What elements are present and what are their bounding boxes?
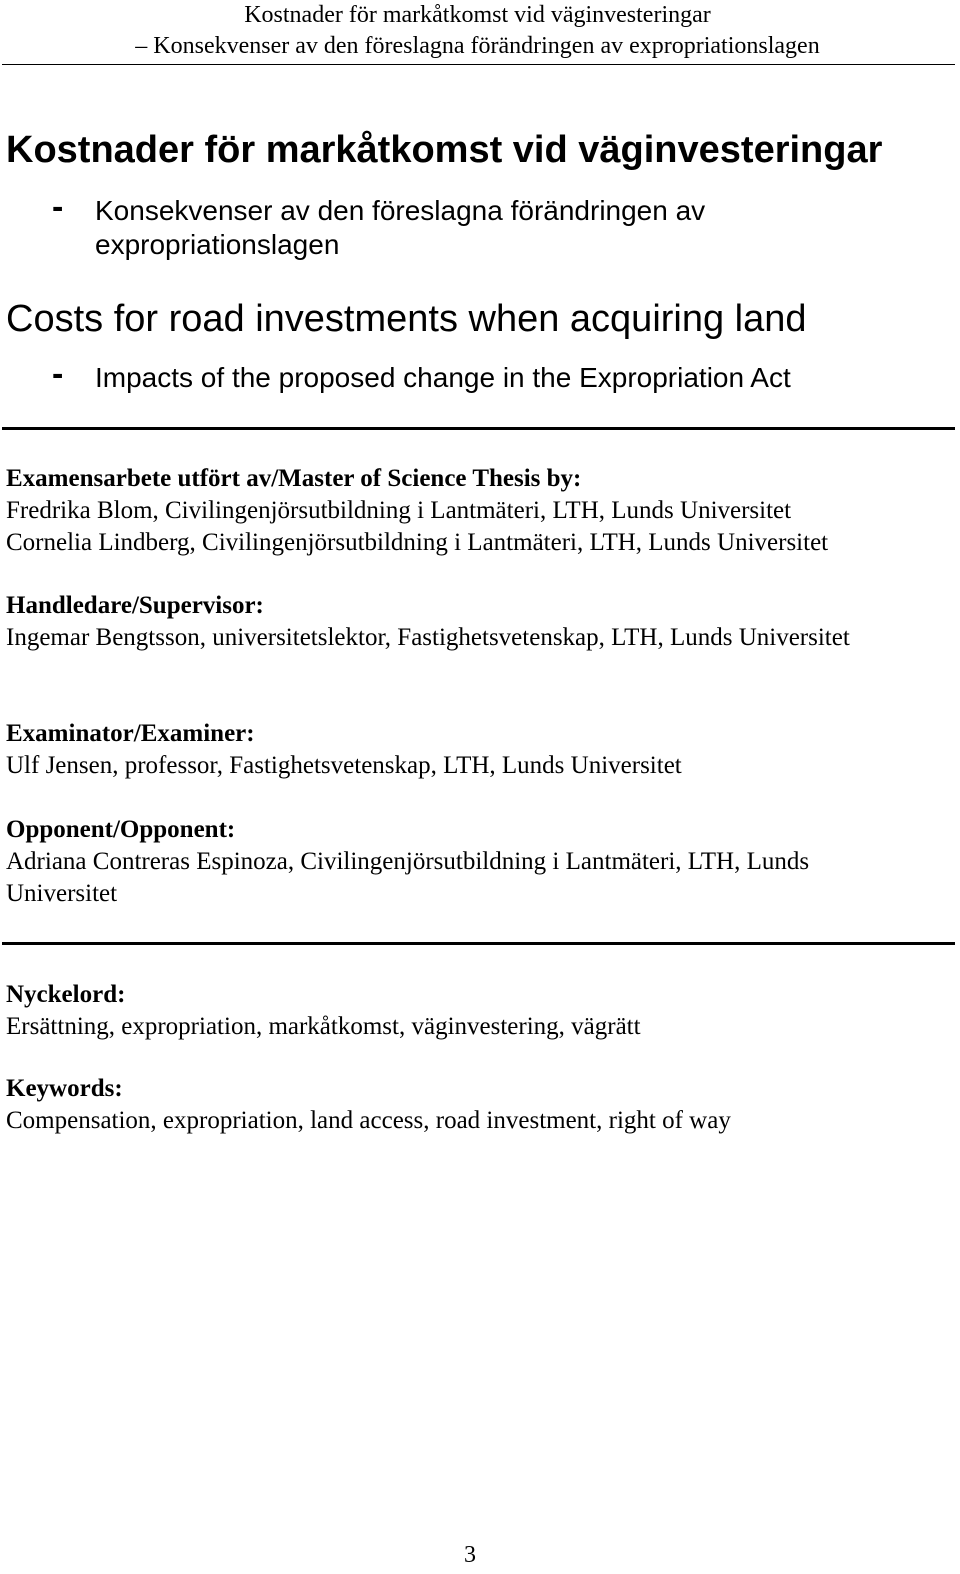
running-header-title: Kostnader för markåtkomst vid väginvesteringar: [244, 2, 711, 28]
page-number: 3: [464, 1542, 476, 1568]
opponent-block: [6, 814, 926, 910]
keywords-value: Compensation, expropriation, land access, road investment, right of way: [6, 1107, 731, 1134]
section-divider: [2, 942, 955, 945]
title-english: Costs for road investments when acquiring land: [6, 298, 807, 340]
nyckelord-label: Nyckelord:: [6, 981, 126, 1008]
supervisor-block: [6, 590, 926, 654]
thesis-label: Examensarbete utfört av/Master of Science Thesis by:: [6, 465, 582, 492]
subtitle-english: Impacts of the proposed change in the Expropriation Act: [95, 362, 791, 393]
subtitle-dash: -: [52, 355, 64, 393]
supervisor-label: Handledare/Supervisor:: [6, 592, 264, 619]
thesis-authors-block: [6, 463, 926, 559]
running-header-subtitle: – Konsekvenser av den föreslagna förändringen av expropriationslagen: [135, 33, 820, 59]
supervisor-value: Ingemar Bengtsson, universitetslektor, Fastighetsvetenskap, LTH, Lunds Universitet: [6, 624, 850, 651]
section-divider: [2, 427, 955, 430]
examiner-value: Ulf Jensen, professor, Fastighetsvetenskap, LTH, Lunds Universitet: [6, 752, 682, 779]
keywords-label: Keywords:: [6, 1075, 123, 1102]
examiner-label: Examinator/Examiner:: [6, 720, 255, 747]
opponent-label: Opponent/Opponent:: [6, 816, 236, 843]
author-entry: Fredrika Blom, Civilingenjörsutbildning i Lantmäteri, LTH, Lunds Universitet: [6, 497, 792, 524]
header-divider: [2, 64, 955, 65]
subtitle-dash: -: [52, 188, 64, 226]
author-entry: Cornelia Lindberg, Civilingenjörsutbildning i Lantmäteri, LTH, Lunds Universitet: [6, 529, 829, 556]
examiner-block: [6, 718, 926, 782]
keywords-block: [6, 1073, 926, 1137]
nyckelord-value: Ersättning, expropriation, markåtkomst, väginvestering, vägrätt: [6, 1013, 641, 1040]
running-header: [0, 0, 955, 62]
opponent-value: Adriana Contreras Espinoza, Civilingenjörsutbildning i Lantmäteri, LTH, Lunds Universitet: [6, 848, 810, 907]
nyckelord-block: [6, 979, 926, 1043]
title-swedish: Kostnader för markåtkomst vid väginvesteringar: [6, 129, 883, 171]
subtitle-swedish: Konsekvenser av den föreslagna förändringen av expropriationslagen: [95, 195, 706, 260]
